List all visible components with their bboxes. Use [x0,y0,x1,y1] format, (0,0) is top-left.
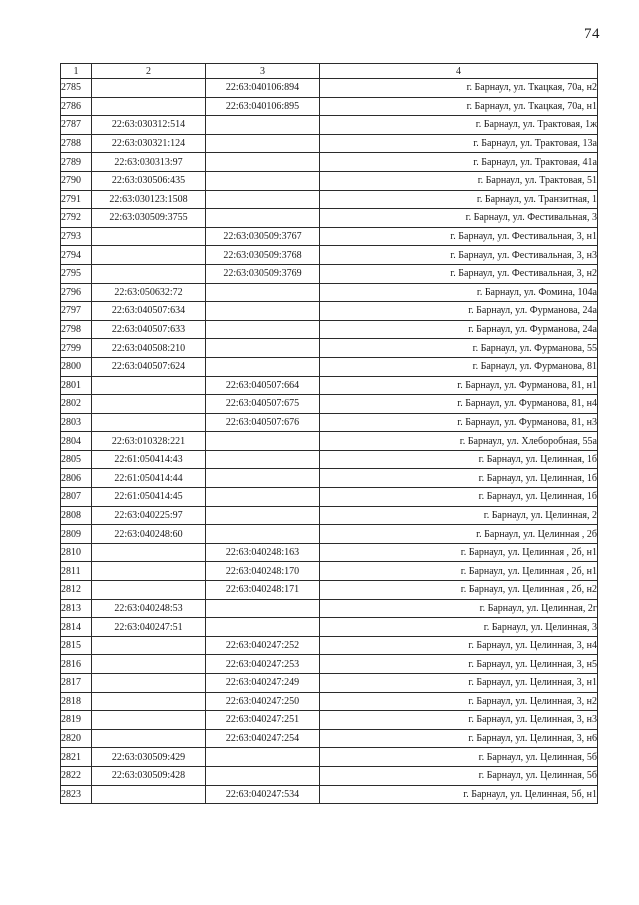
cadastral-number-cell: 22:63:040507:634 [92,302,206,321]
table-row [61,692,598,711]
cadastral-number-cell [92,395,206,414]
table-row [61,543,598,562]
table-row [61,748,598,767]
premises-cadastral-number-cell [206,766,320,785]
premises-cadastral-number-cell [206,116,320,135]
cadastral-number-cell: 22:63:030313:97 [92,153,206,172]
cadastral-number-cell: 22:63:030321:124 [92,134,206,153]
table-row [61,674,598,693]
row-number-cell: 2785 [61,79,92,98]
premises-cadastral-number-cell: 22:63:030509:3768 [206,246,320,265]
row-number-cell: 2804 [61,432,92,451]
row-number-cell: 2788 [61,134,92,153]
page-number: 74 [584,26,600,42]
premises-cadastral-number-cell [206,599,320,618]
row-number-cell: 2789 [61,153,92,172]
address-cell: г. Барнаул, ул. Целинная , 2б, н1 [320,543,598,562]
premises-cadastral-number-cell [206,320,320,339]
premises-cadastral-number-cell: 22:63:040106:895 [206,97,320,116]
premises-cadastral-number-cell [206,525,320,544]
cadastral-number-cell [92,674,206,693]
cadastral-number-cell [92,711,206,730]
row-number-cell: 2791 [61,190,92,209]
premises-cadastral-number-cell [206,450,320,469]
address-cell: г. Барнаул, ул. Целинная , 2б, н1 [320,562,598,581]
address-cell: г. Барнаул, ул. Трактовая, 1ж [320,116,598,135]
premises-cadastral-number-cell: 22:63:040247:254 [206,729,320,748]
premises-cadastral-number-cell: 22:63:040507:676 [206,413,320,432]
address-cell: г. Барнаул, ул. Хлеборобная, 55а [320,432,598,451]
row-number-cell: 2820 [61,729,92,748]
table-body [61,79,598,804]
table-row [61,562,598,581]
row-number-cell: 2800 [61,357,92,376]
cadastral-number-cell [92,636,206,655]
cadastral-number-cell: 22:63:030509:428 [92,766,206,785]
table-row [61,395,598,414]
row-number-cell: 2802 [61,395,92,414]
table-row [61,766,598,785]
cadastral-number-cell: 22:61:050414:43 [92,450,206,469]
address-cell: г. Барнаул, ул. Фомина, 104а [320,283,598,302]
address-cell: г. Барнаул, ул. Целинная, 3, н3 [320,711,598,730]
cadastral-number-cell: 22:63:040247:51 [92,618,206,637]
table-row [61,79,598,98]
address-cell: г. Барнаул, ул. Фестивальная, 3, н3 [320,246,598,265]
table-row [61,655,598,674]
column-header-4: 4 [320,64,598,79]
address-cell: г. Барнаул, ул. Фестивальная, 3, н2 [320,264,598,283]
premises-cadastral-number-cell: 22:63:040247:249 [206,674,320,693]
row-number-cell: 2808 [61,506,92,525]
row-number-cell: 2816 [61,655,92,674]
cadastral-number-cell: 22:63:040248:60 [92,525,206,544]
cadastral-number-cell: 22:63:040507:633 [92,320,206,339]
cadastral-number-cell: 22:63:030509:429 [92,748,206,767]
table-row [61,320,598,339]
premises-cadastral-number-cell [206,134,320,153]
premises-cadastral-number-cell [206,339,320,358]
premises-cadastral-number-cell: 22:63:040106:894 [206,79,320,98]
cadastral-number-cell: 22:63:040225:97 [92,506,206,525]
table-row [61,469,598,488]
address-cell: г. Барнаул, ул. Целинная, 3, н6 [320,729,598,748]
cadastral-number-cell [92,543,206,562]
row-number-cell: 2823 [61,785,92,804]
cadastral-number-cell: 22:63:050632:72 [92,283,206,302]
address-cell: г. Барнаул, ул. Фурманова, 24а [320,320,598,339]
table-row [61,134,598,153]
cadastral-number-cell [92,785,206,804]
premises-cadastral-number-cell: 22:63:040248:170 [206,562,320,581]
premises-cadastral-number-cell: 22:63:040507:675 [206,395,320,414]
premises-cadastral-number-cell [206,357,320,376]
row-number-cell: 2818 [61,692,92,711]
row-number-cell: 2813 [61,599,92,618]
row-number-cell: 2792 [61,209,92,228]
premises-cadastral-number-cell [206,748,320,767]
premises-cadastral-number-cell: 22:63:040247:253 [206,655,320,674]
cadastral-number-cell: 22:61:050414:45 [92,488,206,507]
cadastral-number-cell [92,246,206,265]
address-cell: г. Барнаул, ул. Целинная , 2б, н2 [320,581,598,600]
premises-cadastral-number-cell [206,171,320,190]
address-cell: г. Барнаул, ул. Фурманова, 81 [320,357,598,376]
row-number-cell: 2786 [61,97,92,116]
cadastral-number-cell: 22:63:010328:221 [92,432,206,451]
row-number-cell: 2795 [61,264,92,283]
table-row [61,785,598,804]
cadastral-number-cell [92,581,206,600]
table-row [61,357,598,376]
address-cell: г. Барнаул, ул. Целинная, 3, н4 [320,636,598,655]
row-number-cell: 2798 [61,320,92,339]
row-number-cell: 2821 [61,748,92,767]
cadastral-number-cell: 22:61:050414:44 [92,469,206,488]
cadastral-number-cell: 22:63:030506:435 [92,171,206,190]
address-cell: г. Барнаул, ул. Транзитная, 1 [320,190,598,209]
table-row [61,432,598,451]
property-registry-table [60,63,598,804]
premises-cadastral-number-cell: 22:63:040247:251 [206,711,320,730]
address-cell: г. Барнаул, ул. Фурманова, 24а [320,302,598,321]
cadastral-number-cell: 22:63:030312:514 [92,116,206,135]
table-row [61,711,598,730]
premises-cadastral-number-cell: 22:63:040247:534 [206,785,320,804]
cadastral-number-cell [92,376,206,395]
address-cell: г. Барнаул, ул. Целинная, 2 [320,506,598,525]
row-number-cell: 2807 [61,488,92,507]
table-row [61,190,598,209]
table-row [61,413,598,432]
table-row [61,227,598,246]
table-row [61,581,598,600]
table-row [61,618,598,637]
table-row [61,264,598,283]
row-number-cell: 2815 [61,636,92,655]
address-cell: г. Барнаул, ул. Фестивальная, 3, н1 [320,227,598,246]
row-number-cell: 2801 [61,376,92,395]
address-cell: г. Барнаул, ул. Трактовая, 41а [320,153,598,172]
row-number-cell: 2790 [61,171,92,190]
premises-cadastral-number-cell: 22:63:030509:3769 [206,264,320,283]
row-number-cell: 2810 [61,543,92,562]
address-cell: г. Барнаул, ул. Целинная, 5б, н1 [320,785,598,804]
address-cell: г. Барнаул, ул. Целинная, 1б [320,450,598,469]
address-cell: г. Барнаул, ул. Целинная, 5б [320,748,598,767]
table-row [61,339,598,358]
address-cell: г. Барнаул, ул. Целинная, 5б [320,766,598,785]
row-number-cell: 2805 [61,450,92,469]
premises-cadastral-number-cell [206,618,320,637]
premises-cadastral-number-cell [206,302,320,321]
table-row [61,209,598,228]
cadastral-number-cell [92,264,206,283]
row-number-cell: 2797 [61,302,92,321]
table-row [61,488,598,507]
premises-cadastral-number-cell [206,209,320,228]
premises-cadastral-number-cell: 22:63:040507:664 [206,376,320,395]
address-cell: г. Барнаул, ул. Фурманова, 55 [320,339,598,358]
address-cell: г. Барнаул, ул. Трактовая, 13а [320,134,598,153]
table-header-row [61,64,598,79]
cadastral-number-cell [92,97,206,116]
premises-cadastral-number-cell [206,432,320,451]
table-row [61,729,598,748]
address-cell: г. Барнаул, ул. Трактовая, 51 [320,171,598,190]
address-cell: г. Барнаул, ул. Фестивальная, 3 [320,209,598,228]
row-number-cell: 2819 [61,711,92,730]
row-number-cell: 2817 [61,674,92,693]
cadastral-number-cell [92,227,206,246]
premises-cadastral-number-cell: 22:63:040247:250 [206,692,320,711]
table-row [61,302,598,321]
address-cell: г. Барнаул, ул. Целинная, 3 [320,618,598,637]
address-cell: г. Барнаул, ул. Ткацкая, 70а, н2 [320,79,598,98]
cadastral-number-cell: 22:63:040508:210 [92,339,206,358]
table-row [61,376,598,395]
table-row [61,450,598,469]
premises-cadastral-number-cell: 22:63:040247:252 [206,636,320,655]
row-number-cell: 2803 [61,413,92,432]
premises-cadastral-number-cell [206,469,320,488]
table-row [61,246,598,265]
row-number-cell: 2822 [61,766,92,785]
address-cell: г. Барнаул, ул. Фурманова, 81, н3 [320,413,598,432]
row-number-cell: 2812 [61,581,92,600]
row-number-cell: 2799 [61,339,92,358]
premises-cadastral-number-cell [206,488,320,507]
table-row [61,116,598,135]
row-number-cell: 2787 [61,116,92,135]
cadastral-number-cell [92,562,206,581]
address-cell: г. Барнаул, ул. Ткацкая, 70а, н1 [320,97,598,116]
row-number-cell: 2809 [61,525,92,544]
row-number-cell: 2814 [61,618,92,637]
premises-cadastral-number-cell: 22:63:030509:3767 [206,227,320,246]
table-row [61,283,598,302]
column-header-1: 1 [61,64,92,79]
row-number-cell: 2793 [61,227,92,246]
address-cell: г. Барнаул, ул. Целинная, 1б [320,488,598,507]
cadastral-number-cell [92,79,206,98]
premises-cadastral-number-cell: 22:63:040248:163 [206,543,320,562]
column-header-3: 3 [206,64,320,79]
cadastral-number-cell [92,655,206,674]
address-cell: г. Барнаул, ул. Целинная, 3, н1 [320,674,598,693]
cadastral-number-cell: 22:63:040248:53 [92,599,206,618]
premises-cadastral-number-cell [206,153,320,172]
row-number-cell: 2796 [61,283,92,302]
cadastral-number-cell: 22:63:030509:3755 [92,209,206,228]
cadastral-number-cell [92,413,206,432]
cadastral-number-cell: 22:63:040507:624 [92,357,206,376]
premises-cadastral-number-cell [206,190,320,209]
table-row [61,599,598,618]
column-header-2: 2 [92,64,206,79]
table-row [61,636,598,655]
table-row [61,97,598,116]
address-cell: г. Барнаул, ул. Фурманова, 81, н4 [320,395,598,414]
row-number-cell: 2794 [61,246,92,265]
row-number-cell: 2811 [61,562,92,581]
premises-cadastral-number-cell [206,283,320,302]
table-row [61,153,598,172]
address-cell: г. Барнаул, ул. Целинная, 2г [320,599,598,618]
premises-cadastral-number-cell [206,506,320,525]
cadastral-number-cell [92,729,206,748]
address-cell: г. Барнаул, ул. Целинная, 1б [320,469,598,488]
cadastral-number-cell: 22:63:030123:1508 [92,190,206,209]
table-row [61,525,598,544]
premises-cadastral-number-cell: 22:63:040248:171 [206,581,320,600]
address-cell: г. Барнаул, ул. Фурманова, 81, н1 [320,376,598,395]
cadastral-number-cell [92,692,206,711]
row-number-cell: 2806 [61,469,92,488]
address-cell: г. Барнаул, ул. Целинная, 3, н2 [320,692,598,711]
address-cell: г. Барнаул, ул. Целинная, 3, н5 [320,655,598,674]
table-row [61,506,598,525]
table-row [61,171,598,190]
address-cell: г. Барнаул, ул. Целинная , 2б [320,525,598,544]
